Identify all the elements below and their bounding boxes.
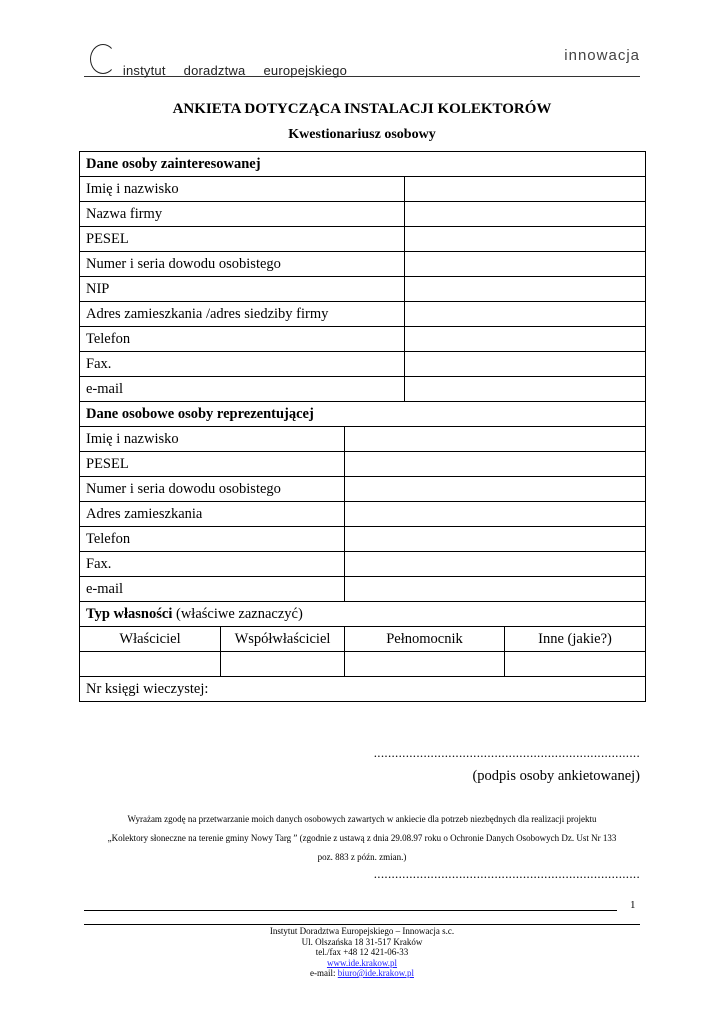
field-label: Fax. [80, 552, 345, 577]
field-input-rep-pesel[interactable] [345, 452, 646, 477]
footer-website-link[interactable]: www.ide.krakow.pl [326, 957, 398, 968]
table-row [80, 602, 646, 627]
page-header [84, 40, 640, 77]
logo-word-1: instytut [122, 63, 166, 78]
field-input-rep-full-name[interactable] [345, 427, 646, 452]
field-input-rep-phone[interactable] [345, 527, 646, 552]
table-row [80, 677, 646, 702]
section-heading-interested: Dane osoby zainteresowanej [80, 152, 646, 177]
signature-label: (podpis osoby ankietowanej) [472, 768, 640, 784]
table-row [80, 177, 646, 202]
field-label: NIP [80, 277, 405, 302]
field-input-rep-address[interactable] [345, 502, 646, 527]
document-subtitle: Kwestionariusz osobowy [288, 127, 436, 142]
footer-address: Ul. Olszańska 18 31-517 Kraków [301, 936, 423, 947]
ownership-heading-note: (właściwe zaznaczyć) [172, 605, 303, 622]
field-input-nip[interactable] [405, 277, 646, 302]
field-input-id-number[interactable] [405, 252, 646, 277]
footer-divider [84, 910, 617, 911]
field-label: Numer i seria dowodu osobistego [80, 477, 345, 502]
institute-logo [84, 40, 347, 78]
document-title: ANKIETA DOTYCZĄCA INSTALACJI KOLEKTORÓW [172, 101, 552, 117]
questionnaire-table [79, 151, 646, 702]
field-label: Imię i nazwisko [80, 177, 405, 202]
logo-word-2: doradztwa [183, 63, 246, 78]
signature-line: ........................................................................... [373, 745, 640, 760]
ownership-option-label: Pełnomocnik [345, 627, 505, 652]
consent-line: poz. 883 z późn. zmian.) [317, 852, 407, 862]
ownership-option-label: Właściciel [80, 627, 221, 652]
footer-phone: tel./fax +48 12 421-06-33 [315, 947, 409, 957]
ownership-checkbox-co-owner[interactable] [221, 652, 345, 677]
table-row [80, 202, 646, 227]
page-footer [84, 926, 640, 979]
table-row [80, 302, 646, 327]
logo-word-3: europejskiego [263, 63, 347, 78]
field-input-address[interactable] [405, 302, 646, 327]
field-input-email[interactable] [405, 377, 646, 402]
field-label: Imię i nazwisko [80, 427, 345, 452]
section-heading-ownership [80, 602, 646, 627]
field-label: PESEL [80, 452, 345, 477]
ownership-checkbox-owner[interactable] [80, 652, 221, 677]
field-label: Nazwa firmy [80, 202, 405, 227]
table-row [80, 377, 646, 402]
field-input-pesel[interactable] [405, 227, 646, 252]
table-row [80, 477, 646, 502]
field-land-register[interactable]: Nr księgi wieczystej: [80, 677, 646, 702]
table-row [80, 277, 646, 302]
consent-signature-line: ........................................................................... [373, 866, 640, 881]
ownership-checkbox-other[interactable] [505, 652, 646, 677]
table-row [80, 652, 646, 677]
footer-email-link[interactable]: biuro@ide.krakow.pl [337, 968, 414, 978]
consent-line: „Kolektory słoneczne na terenie gminy Nowy Targ ” (zgodnie z ustawą z dnia 29.08.97 roku o Ochronie Danych Osobowych Dz. Ust Nr 133 [107, 833, 617, 843]
field-label: Adres zamieszkania [80, 502, 345, 527]
table-row [80, 427, 646, 452]
consent-text [84, 810, 640, 867]
table-row [80, 577, 646, 602]
field-label: Telefon [80, 527, 345, 552]
ownership-option-label: Współwłaściciel [221, 627, 345, 652]
table-row [80, 502, 646, 527]
table-row [80, 252, 646, 277]
field-input-company-name[interactable] [405, 202, 646, 227]
field-label: e-mail [80, 577, 345, 602]
ownership-heading-bold: Typ własności [86, 605, 173, 622]
table-row [80, 152, 646, 177]
field-label: PESEL [80, 227, 405, 252]
footer-divider [84, 924, 640, 925]
table-row [80, 527, 646, 552]
field-label: Adres zamieszkania /adres siedziby firmy [80, 302, 405, 327]
header-right-text: innowacja [564, 47, 640, 64]
footer-company: Instytut Doradztwa Europejskiego – Innowacja s.c. [269, 926, 455, 936]
ownership-option-label: Inne (jakie?) [505, 627, 646, 652]
table-row [80, 627, 646, 652]
ownership-checkbox-proxy[interactable] [345, 652, 505, 677]
field-input-fax[interactable] [405, 352, 646, 377]
field-label: Telefon [80, 327, 405, 352]
field-label: e-mail [80, 377, 405, 402]
field-input-rep-id-number[interactable] [345, 477, 646, 502]
footer-email-prefix: e-mail: [310, 968, 338, 978]
field-input-rep-email[interactable] [345, 577, 646, 602]
section-heading-representative: Dane osobowe osoby reprezentującej [80, 402, 646, 427]
table-row [80, 552, 646, 577]
field-input-full-name[interactable] [405, 177, 646, 202]
consent-line: Wyrażam zgodę na przetwarzanie moich danych osobowych zawartych w ankiecie dla potrzeb niezbędnych dla realizacji projektu [127, 814, 597, 824]
table-row [80, 352, 646, 377]
field-input-phone[interactable] [405, 327, 646, 352]
field-input-rep-fax[interactable] [345, 552, 646, 577]
field-label: Fax. [80, 352, 405, 377]
page-number: 1 [630, 899, 636, 911]
table-row [80, 327, 646, 352]
field-label: Numer i seria dowodu osobistego [80, 252, 405, 277]
table-row [80, 227, 646, 252]
table-row [80, 402, 646, 427]
table-row [80, 452, 646, 477]
